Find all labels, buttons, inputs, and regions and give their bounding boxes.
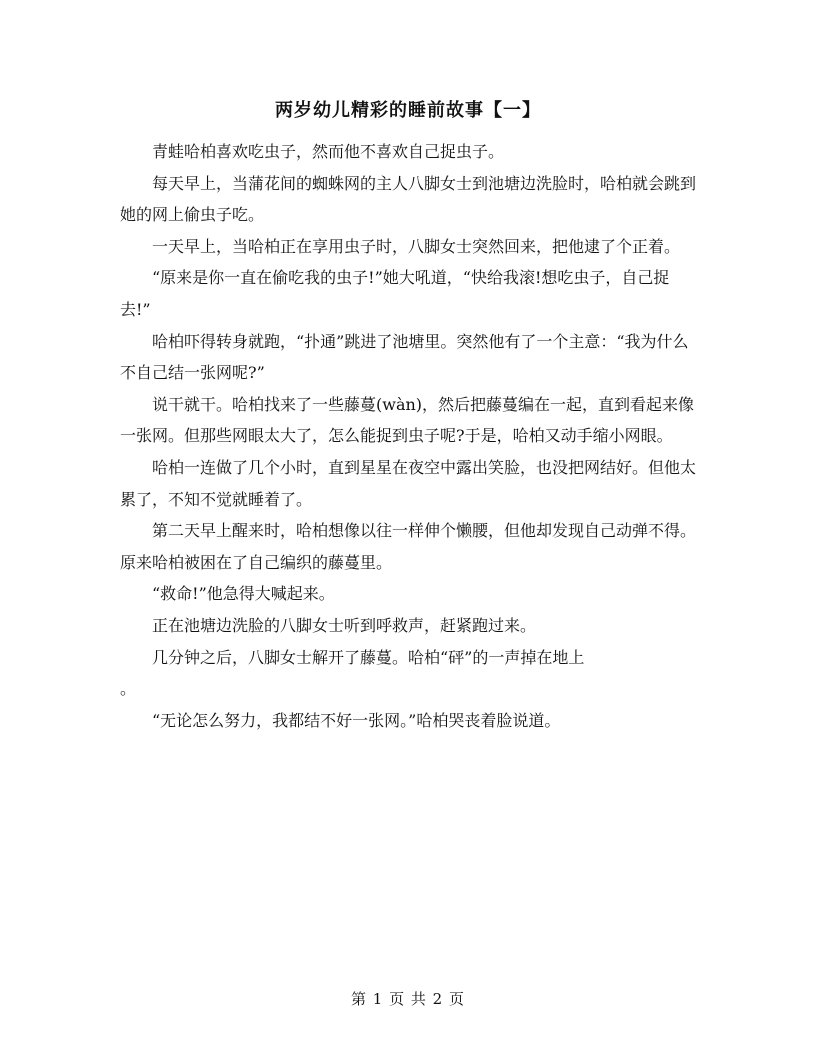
paragraph-1: 青蛙哈柏喜欢吃虫子，然而他不喜欢自己捉虫子。 (152, 142, 505, 161)
paragraph-8: 第二天早上醒来时，哈柏想像以往一样伸个懒腰，但他却发现自己动弹不得。原来哈柏被困在了自己编织的藤蔓里。 (120, 521, 697, 572)
paragraph-11: 几分钟之后，八脚女士解开了藤蔓。哈柏“砰”的一声掉在地上 (152, 647, 585, 667)
paragraph-2: 每天早上，当蒲花间的蜘蛛网的主人八脚女士到池塘边洗脸时，哈柏就会跳到她的网上偷虫子吃。 (120, 173, 697, 225)
paragraph-3: 一天早上，当哈柏正在享用虫子时，八脚女士突然回来，把他逮了个正着。 (152, 236, 681, 256)
page-footer: 第 1 页 共 2 页 (351, 990, 465, 1008)
paragraph-12: “无论怎么努力，我都结不好一张网。”哈柏哭丧着脸说道。 (152, 710, 561, 730)
paragraph-4: “原来是你一直在偷吃我的虫子!”她大吼道，“快给我滚!想吃虫子，自己捉去!” (120, 268, 670, 319)
paragraph-11-overflow: 。 (120, 679, 137, 699)
paragraph-6: 说干就干。哈柏找来了一些藤蔓(wàn)，然后把藤蔓编在一起，直到看起来像一张网。但那些网眼太大了，怎么能捉到虫子呢?于是，哈柏又动手缩小网眼。 (120, 394, 695, 446)
paragraph-10: 正在池塘边洗脸的八脚女士听到呼救声，赶紧跑过来。 (152, 615, 537, 635)
paragraph-5: 哈柏吓得转身就跑，“扑通”跳进了池塘里。突然他有了一个主意：“我为什么不自己结一张网呢?” (120, 331, 689, 383)
story-body (120, 136, 698, 736)
paragraph-9: “救命!”他急得大喊起来。 (152, 584, 335, 604)
paragraph-7: 哈柏一连做了几个小时，直到星星在夜空中露出笑脸，也没把网结好。但他太累了，不知不觉就睡着了。 (120, 457, 697, 509)
page-title: 两岁幼儿精彩的睡前故事【一】 (275, 100, 541, 121)
